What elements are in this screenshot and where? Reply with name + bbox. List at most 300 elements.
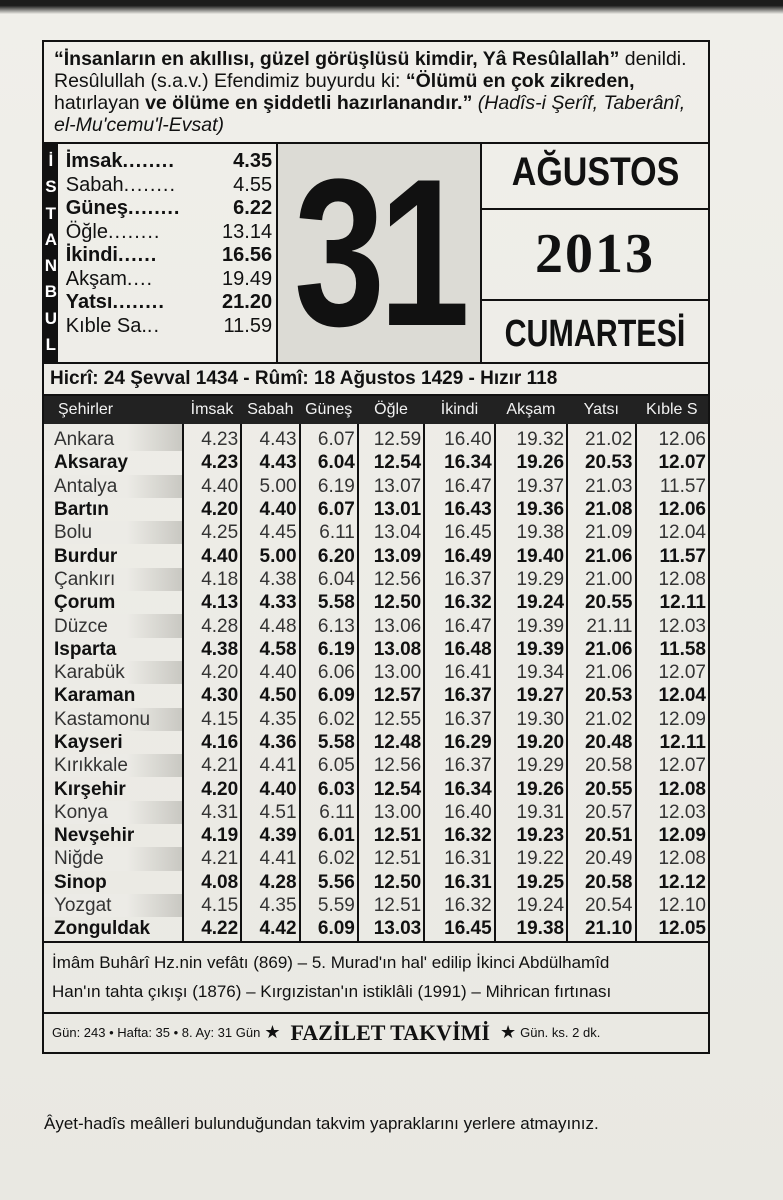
prayer-time: 19.49: [222, 267, 273, 290]
hadith-normal-1: denildi. Resûlullah (s.a.v.) Efendimiz buyurdu ki:: [54, 48, 687, 92]
table-row: [44, 521, 708, 544]
time-cell: 16.32: [424, 824, 494, 847]
city-name: Karaman: [54, 685, 136, 707]
time-cell: 4.28: [183, 614, 241, 637]
city-letter: N: [44, 256, 58, 276]
weekday: CUMARTESİ: [504, 313, 686, 355]
time-cell: 4.40: [241, 777, 299, 800]
prayer-label: Kıble Sa.: [65, 314, 147, 337]
time-cell: 12.55: [358, 708, 424, 731]
time-cell: 4.35: [241, 894, 299, 917]
time-cell: 19.37: [495, 475, 567, 498]
time-cell: 12.04: [636, 521, 709, 544]
time-cell: 6.02: [300, 847, 358, 870]
prayer-label: Öğle: [65, 220, 108, 243]
time-cell: 19.27: [495, 684, 567, 707]
time-cell: 5.56: [300, 871, 358, 894]
day-length-change: Gün. ks. 2 dk.: [520, 1025, 601, 1041]
prayer-time-row: [66, 268, 272, 292]
table-row: [44, 475, 708, 498]
time-cell: 21.03: [567, 475, 635, 498]
leader-dots: ........: [108, 220, 161, 243]
time-cell: 12.50: [358, 871, 424, 894]
city-name: Burdur: [54, 545, 118, 567]
time-cell: 4.20: [183, 777, 241, 800]
time-cell: 4.21: [183, 754, 241, 777]
time-cell: 20.58: [567, 871, 635, 894]
time-cell: 12.59: [358, 424, 424, 451]
time-cell: 4.35: [241, 708, 299, 731]
time-cell: 16.32: [424, 591, 494, 614]
city-name: Ankara: [44, 424, 183, 451]
time-cell: 6.09: [300, 684, 358, 707]
column-header: Akşam: [495, 396, 567, 424]
time-cell: 4.20: [183, 498, 241, 521]
time-cell: 13.00: [358, 801, 424, 824]
time-cell: 12.10: [636, 894, 709, 917]
time-cell: 16.34: [424, 777, 494, 800]
time-cell: 4.43: [241, 424, 299, 451]
time-cell: 6.02: [300, 708, 358, 731]
prayer-time: 16.56: [222, 244, 273, 266]
day-number: 31: [294, 135, 464, 370]
prayer-time-row: [66, 291, 272, 315]
time-cell: 13.04: [358, 521, 424, 544]
column-header: Öğle: [358, 396, 424, 424]
city-letter: T: [45, 203, 57, 223]
table-row: [44, 871, 708, 894]
leader-dots: ........: [122, 150, 175, 172]
prayer-label: Sabah: [65, 173, 124, 196]
city-name: Çorum: [54, 592, 116, 614]
time-cell: 6.09: [300, 917, 358, 940]
istanbul-prayer-times: [58, 144, 276, 362]
time-cell: 19.29: [495, 754, 567, 777]
time-cell: 4.28: [241, 871, 299, 894]
calendar-card: [42, 40, 710, 1054]
table-row: [44, 544, 708, 567]
time-cell: 4.16: [183, 731, 241, 754]
table-row: [44, 498, 708, 521]
time-cell: 20.55: [567, 777, 635, 800]
city-name: Kırşehir: [54, 778, 126, 800]
time-cell: 4.18: [183, 568, 241, 591]
time-cell: 12.08: [636, 847, 709, 870]
table-row: [44, 591, 708, 614]
events-line: Han'ın tahta çıkışı (1876) – Kırgızistan'ın istiklâli (1991) – Mihrican fırtınası: [52, 981, 612, 1001]
column-header: İmsak: [183, 396, 241, 424]
torn-top-edge: [0, 0, 783, 14]
city-letter: B: [44, 282, 58, 302]
prayer-label: Akşam: [65, 267, 127, 290]
time-cell: 21.02: [567, 424, 635, 451]
time-cell: 6.04: [300, 451, 358, 474]
time-cell: 16.31: [424, 871, 494, 894]
time-cell: 12.51: [358, 824, 424, 847]
time-cell: 5.00: [241, 475, 299, 498]
time-cell: 12.51: [358, 847, 424, 870]
time-cell: 11.57: [636, 544, 709, 567]
time-cell: 13.06: [358, 614, 424, 637]
month-name: AĞUSTOS: [511, 150, 679, 194]
time-cell: 6.04: [300, 568, 358, 591]
time-cell: 4.42: [241, 917, 299, 940]
day-number-box: [276, 135, 482, 370]
time-cell: 19.36: [495, 498, 567, 521]
time-cell: 13.07: [358, 475, 424, 498]
time-cell: 13.00: [358, 661, 424, 684]
table-row: [44, 917, 708, 940]
time-cell: 6.05: [300, 754, 358, 777]
time-cell: 19.30: [495, 708, 567, 731]
city-letter: A: [44, 229, 58, 249]
hadith-source: (Hadîs-i Şerîf, Taberânî, el-Mu'cemu'l-Evsat): [54, 92, 686, 136]
time-cell: 21.06: [567, 544, 635, 567]
table-row: [44, 661, 708, 684]
time-cell: 6.11: [300, 521, 358, 544]
time-cell: 13.09: [358, 544, 424, 567]
city-name: Zonguldak: [54, 918, 151, 940]
time-cell: 20.53: [567, 684, 635, 707]
disposal-warning: Âyet-hadîs meâlleri bulunduğundan takvim yapraklarını yerlere atmayınız.: [44, 1114, 599, 1133]
table-row: [44, 777, 708, 800]
city-name: Karabük: [44, 661, 183, 684]
prayer-label: İkindi: [65, 244, 118, 266]
time-cell: 16.48: [424, 638, 494, 661]
time-cell: 16.47: [424, 614, 494, 637]
time-cell: 4.20: [183, 661, 241, 684]
prayer-time-row: [66, 150, 272, 174]
time-cell: 6.07: [300, 424, 358, 451]
prayer-time: 21.20: [222, 291, 273, 313]
time-cell: 4.33: [241, 591, 299, 614]
time-cell: 19.23: [495, 824, 567, 847]
table-body: [44, 424, 708, 941]
table-row: [44, 731, 708, 754]
city-name: Bolu: [44, 521, 183, 544]
time-cell: 4.51: [241, 801, 299, 824]
table-row: [44, 424, 708, 451]
time-cell: 13.03: [358, 917, 424, 940]
time-cell: 21.06: [567, 661, 635, 684]
table-row: [44, 801, 708, 824]
time-cell: 4.39: [241, 824, 299, 847]
time-cell: 12.04: [636, 684, 709, 707]
time-cell: 4.21: [183, 847, 241, 870]
time-cell: 19.39: [495, 638, 567, 661]
time-cell: 20.49: [567, 847, 635, 870]
table-row: [44, 824, 708, 847]
time-cell: 12.05: [636, 917, 709, 940]
time-cell: 19.29: [495, 568, 567, 591]
time-cell: 12.07: [636, 451, 709, 474]
city-name: Düzce: [44, 614, 183, 637]
time-cell: 4.43: [241, 451, 299, 474]
time-cell: 4.22: [183, 917, 241, 940]
city-letter: U: [44, 308, 58, 328]
time-cell: 19.38: [495, 521, 567, 544]
time-cell: 16.29: [424, 731, 494, 754]
time-cell: 12.12: [636, 871, 709, 894]
hadith-text: [44, 42, 708, 144]
time-cell: 4.31: [183, 801, 241, 824]
column-header: Yatsı: [567, 396, 635, 424]
time-cell: 19.26: [495, 451, 567, 474]
column-header: Kıble S: [636, 396, 709, 424]
city-name: Aksaray: [54, 452, 128, 474]
time-cell: 5.58: [300, 731, 358, 754]
time-cell: 4.25: [183, 521, 241, 544]
time-cell: 5.59: [300, 894, 358, 917]
time-cell: 20.55: [567, 591, 635, 614]
city-letter: İ: [48, 151, 54, 171]
date-section: [44, 135, 708, 370]
time-cell: 11.58: [636, 638, 709, 661]
time-cell: 19.20: [495, 731, 567, 754]
time-cell: 11.57: [636, 475, 709, 498]
city-name: Isparta: [54, 638, 117, 660]
prayer-time-row: [66, 315, 272, 339]
time-cell: 12.11: [636, 731, 709, 754]
time-cell: 20.58: [567, 754, 635, 777]
column-header: Şehirler: [44, 396, 183, 424]
city-name: Niğde: [44, 847, 183, 870]
table-row: [44, 847, 708, 870]
time-cell: 5.00: [241, 544, 299, 567]
time-cell: 16.37: [424, 754, 494, 777]
time-cell: 12.07: [636, 661, 709, 684]
time-cell: 4.48: [241, 614, 299, 637]
time-cell: 21.10: [567, 917, 635, 940]
time-cell: 12.11: [636, 591, 709, 614]
events-line: İmâm Buhârî Hz.nin vefâtı (869) – 5. Murad'ın hal' edilip İkinci Abdülhamîd: [52, 952, 610, 972]
prayer-time-row: [66, 197, 272, 221]
table-row: [44, 708, 708, 731]
time-cell: 20.53: [567, 451, 635, 474]
hadith-bold-2: “Ölümü en çok zikreden,: [405, 70, 635, 92]
time-cell: 13.08: [358, 638, 424, 661]
time-cell: 12.57: [358, 684, 424, 707]
time-cell: 6.19: [300, 638, 358, 661]
time-cell: 6.01: [300, 824, 358, 847]
time-cell: 19.40: [495, 544, 567, 567]
column-header: Güneş: [300, 396, 358, 424]
city-name: Kayseri: [54, 732, 123, 753]
column-header: Sabah: [241, 396, 299, 424]
time-cell: 6.07: [300, 498, 358, 521]
time-cell: 19.22: [495, 847, 567, 870]
time-cell: 19.24: [495, 591, 567, 614]
time-cell: 16.37: [424, 684, 494, 707]
star-icon: ★: [264, 1022, 281, 1043]
time-cell: 4.30: [183, 684, 241, 707]
istanbul-vertical-label: [44, 144, 58, 362]
leader-dots: ....: [126, 267, 154, 290]
time-cell: 6.06: [300, 661, 358, 684]
time-cell: 4.41: [241, 754, 299, 777]
time-cell: 12.08: [636, 568, 709, 591]
time-cell: 12.03: [636, 614, 709, 637]
time-cell: 19.38: [495, 917, 567, 940]
prayer-time-row: [66, 174, 272, 198]
prayer-time: 11.59: [223, 314, 273, 337]
hadith-bold-1: “İnsanların en akıllısı, güzel görüşlüsü kimdir, Yâ Resûlallah”: [54, 48, 620, 70]
table-row: [44, 894, 708, 917]
time-cell: 12.50: [358, 591, 424, 614]
time-cell: 21.08: [567, 498, 635, 521]
prayer-time: 6.22: [233, 197, 273, 219]
day-week-info: Gün: 243 • Hafta: 35 • 8. Ay: 31 Gün: [52, 1025, 261, 1041]
time-cell: 12.09: [636, 708, 709, 731]
city-letter: S: [45, 177, 57, 197]
time-cell: 12.08: [636, 777, 709, 800]
leader-dots: ........: [123, 173, 177, 196]
brand-title: FAZİLET TAKVİMİ: [290, 1019, 490, 1045]
table-row: [44, 684, 708, 707]
time-cell: 4.19: [183, 824, 241, 847]
time-cell: 5.58: [300, 591, 358, 614]
prayer-time-row: [66, 244, 272, 268]
table-row: [44, 568, 708, 591]
city-name: Nevşehir: [54, 825, 135, 847]
leader-dots: ......: [117, 244, 158, 266]
hadith-bold-3: ve ölüme en şiddetli hazırlanandır.”: [145, 92, 473, 114]
time-cell: 12.09: [636, 824, 709, 847]
time-cell: 4.36: [241, 731, 299, 754]
table-row: [44, 754, 708, 777]
time-cell: 4.40: [241, 498, 299, 521]
city-name: Kırıkkale: [44, 754, 183, 777]
time-cell: 4.08: [183, 871, 241, 894]
time-cell: 4.41: [241, 847, 299, 870]
time-cell: 4.45: [241, 521, 299, 544]
time-cell: 4.58: [241, 638, 299, 661]
time-cell: 16.40: [424, 801, 494, 824]
footer: [44, 1012, 708, 1052]
time-cell: 4.23: [183, 451, 241, 474]
time-cell: 19.31: [495, 801, 567, 824]
time-cell: 16.49: [424, 544, 494, 567]
time-cell: 12.48: [358, 731, 424, 754]
time-cell: 12.54: [358, 451, 424, 474]
time-cell: 6.19: [300, 475, 358, 498]
time-cell: 21.11: [567, 614, 635, 637]
time-cell: 20.48: [567, 731, 635, 754]
time-cell: 4.23: [183, 424, 241, 451]
time-cell: 16.45: [424, 917, 494, 940]
time-cell: 12.03: [636, 801, 709, 824]
time-cell: 12.56: [358, 568, 424, 591]
time-cell: 6.20: [300, 544, 358, 567]
time-cell: 12.51: [358, 894, 424, 917]
prayer-time: 13.14: [222, 220, 273, 243]
time-cell: 16.40: [424, 424, 494, 451]
time-cell: 6.03: [300, 777, 358, 800]
city-name: Çankırı: [44, 568, 183, 591]
time-cell: 16.37: [424, 708, 494, 731]
prayer-time: 4.35: [233, 150, 273, 172]
time-cell: 4.40: [183, 544, 241, 567]
time-cell: 21.09: [567, 521, 635, 544]
time-cell: 4.40: [183, 475, 241, 498]
time-cell: 16.34: [424, 451, 494, 474]
leader-dots: ........: [112, 291, 165, 313]
time-cell: 12.56: [358, 754, 424, 777]
time-cell: 12.06: [636, 424, 709, 451]
time-cell: 4.38: [183, 638, 241, 661]
time-cell: 21.00: [567, 568, 635, 591]
prayer-time-row: [66, 221, 272, 245]
time-cell: 12.06: [636, 498, 709, 521]
divider: [482, 208, 708, 210]
table-row: [44, 451, 708, 474]
time-cell: 19.24: [495, 894, 567, 917]
time-cell: 19.25: [495, 871, 567, 894]
leader-dots: ........: [128, 197, 181, 219]
time-cell: 19.34: [495, 661, 567, 684]
time-cell: 16.47: [424, 475, 494, 498]
prayer-label: Yatsı: [65, 291, 113, 313]
table-row: [44, 638, 708, 661]
time-cell: 16.41: [424, 661, 494, 684]
time-cell: 20.51: [567, 824, 635, 847]
time-cell: 19.39: [495, 614, 567, 637]
time-cell: 13.01: [358, 498, 424, 521]
leader-dots: ..: [146, 314, 161, 337]
table-row: [44, 614, 708, 637]
hicri-rumi-date: Hicrî: 24 Şevval 1434 - Rûmî: 18 Ağustos 1429 - Hızır 118: [44, 364, 708, 396]
hadith-normal-2: hatırlayan: [54, 92, 146, 114]
time-cell: 20.54: [567, 894, 635, 917]
table-header: [44, 396, 708, 424]
time-cell: 4.15: [183, 894, 241, 917]
divider: [482, 299, 708, 301]
prayer-label: İmsak: [65, 150, 123, 172]
time-cell: 4.15: [183, 708, 241, 731]
time-cell: 12.54: [358, 777, 424, 800]
time-cell: 21.02: [567, 708, 635, 731]
city-name: Bartın: [54, 499, 109, 521]
time-cell: 16.43: [424, 498, 494, 521]
time-cell: 4.13: [183, 591, 241, 614]
historical-events: [44, 941, 708, 1012]
city-name: Sinop: [54, 871, 107, 893]
time-cell: 16.45: [424, 521, 494, 544]
time-cell: 6.11: [300, 801, 358, 824]
city-name: Konya: [44, 801, 183, 824]
city-name: Yozgat: [44, 894, 183, 917]
star-icon: ★: [499, 1022, 517, 1043]
time-cell: 4.50: [241, 684, 299, 707]
time-cell: 16.31: [424, 847, 494, 870]
time-cell: 12.07: [636, 754, 709, 777]
city-name: Antalya: [44, 475, 183, 498]
time-cell: 4.38: [241, 568, 299, 591]
time-cell: 19.26: [495, 777, 567, 800]
time-cell: 19.32: [495, 424, 567, 451]
time-cell: 16.32: [424, 894, 494, 917]
city-name: Kastamonu: [44, 708, 183, 731]
time-cell: 6.13: [300, 614, 358, 637]
prayer-label: Güneş: [65, 197, 128, 219]
month-year-box: [482, 144, 708, 362]
year: 2013: [535, 223, 656, 285]
time-cell: 4.40: [241, 661, 299, 684]
time-cell: 21.06: [567, 638, 635, 661]
column-header: İkindi: [424, 396, 494, 424]
prayer-time: 4.55: [233, 173, 273, 196]
city-times-table: [44, 396, 708, 941]
